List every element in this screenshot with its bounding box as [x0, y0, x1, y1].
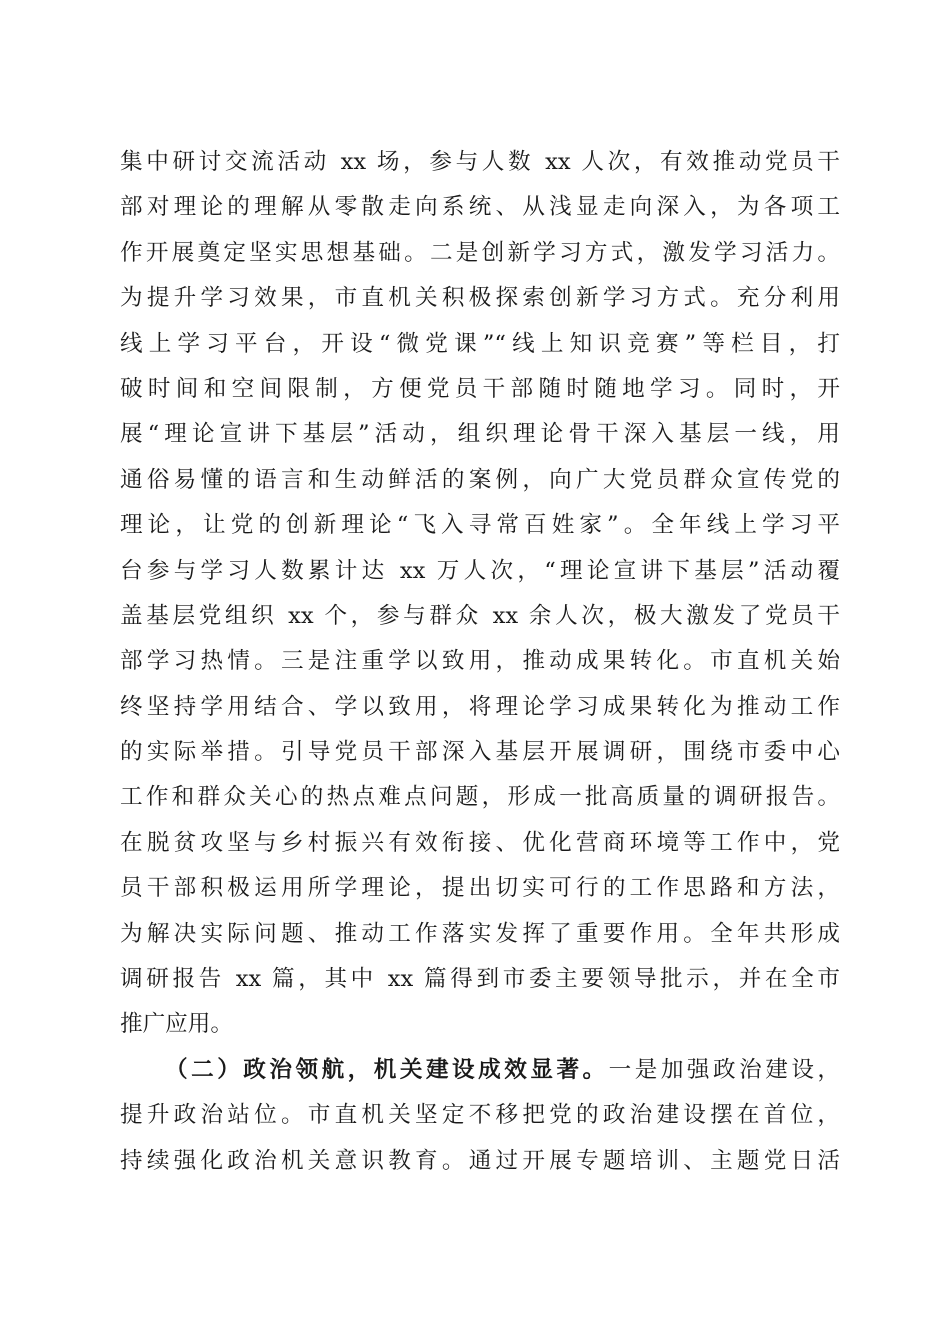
paragraph-line: 为提升学习效果，市直机关积极探索创新学习方式。充分利用 — [120, 285, 840, 312]
paragraph-line: 台参与学习人数累计达 xx 万人次，“理论宣讲下基层”活动覆 — [120, 557, 840, 584]
paragraph-line: 推广应用。 — [120, 1011, 233, 1038]
paragraph-line: 集中研讨交流活动 xx 场，参与人数 xx 人次，有效推动党员干 — [120, 149, 840, 175]
paragraph-line: 调研报告 xx 篇，其中 xx 篇得到市委主要领导批示，并在全市 — [120, 966, 840, 993]
paragraph-line: 理论，让党的创新理论“飞入寻常百姓家”。全年线上学习平 — [120, 512, 840, 539]
paragraph-line: 作开展奠定坚实思想基础。二是创新学习方式，激发学习活力。 — [120, 239, 840, 266]
paragraph-line: 在脱贫攻坚与乡村振兴有效衔接、优化营商环境等工作中，党 — [120, 829, 840, 856]
section-heading-line — [120, 1048, 840, 1093]
paragraph-line: 通俗易懂的语言和生动鲜活的案例，向广大党员群众宣传党的 — [120, 466, 840, 493]
document-body — [120, 140, 840, 1184]
section-heading-rest: 一是加强政治建设， — [608, 1056, 840, 1083]
paragraph-line: 终坚持学用结合、学以致用，将理论学习成果转化为推动工作 — [120, 693, 840, 720]
paragraph-line: 工作和群众关心的热点难点问题，形成一批高质量的调研报告。 — [120, 784, 840, 811]
paragraph-line: 部对理论的理解从零散走向系统、从浅显走向深入，为各项工 — [120, 194, 840, 221]
paragraph-line: 提升政治站位。市直机关坚定不移把党的政治建设摆在首位， — [120, 1102, 840, 1129]
paragraph-line: 破时间和空间限制，方便党员干部随时随地学习。同时，开 — [120, 375, 840, 402]
paragraph-line: 持续强化政治机关意识教育。通过开展专题培训、主题党日活 — [120, 1147, 840, 1174]
paragraph-line: 为解决实际问题、推动工作落实发挥了重要作用。全年共形成 — [120, 920, 840, 947]
paragraph-line: 盖基层党组织 xx 个，参与群众 xx 余人次，极大激发了党员干 — [120, 602, 840, 629]
paragraph-line: 部学习热情。三是注重学以致用，推动成果转化。市直机关始 — [120, 648, 840, 675]
paragraph-line: 的实际举措。引导党员干部深入基层开展调研，围绕市委中心 — [120, 739, 840, 766]
paragraph-line: 员干部积极运用所学理论，提出切实可行的工作思路和方法， — [120, 875, 840, 902]
section-heading: （二）政治领航，机关建设成效显著。 — [165, 1056, 609, 1083]
paragraph-line: 线上学习平台，开设“微党课”“线上知识竞赛”等栏目，打 — [120, 330, 840, 357]
paragraph-line: 展“理论宣讲下基层”活动，组织理论骨干深入基层一线，用 — [120, 421, 840, 448]
